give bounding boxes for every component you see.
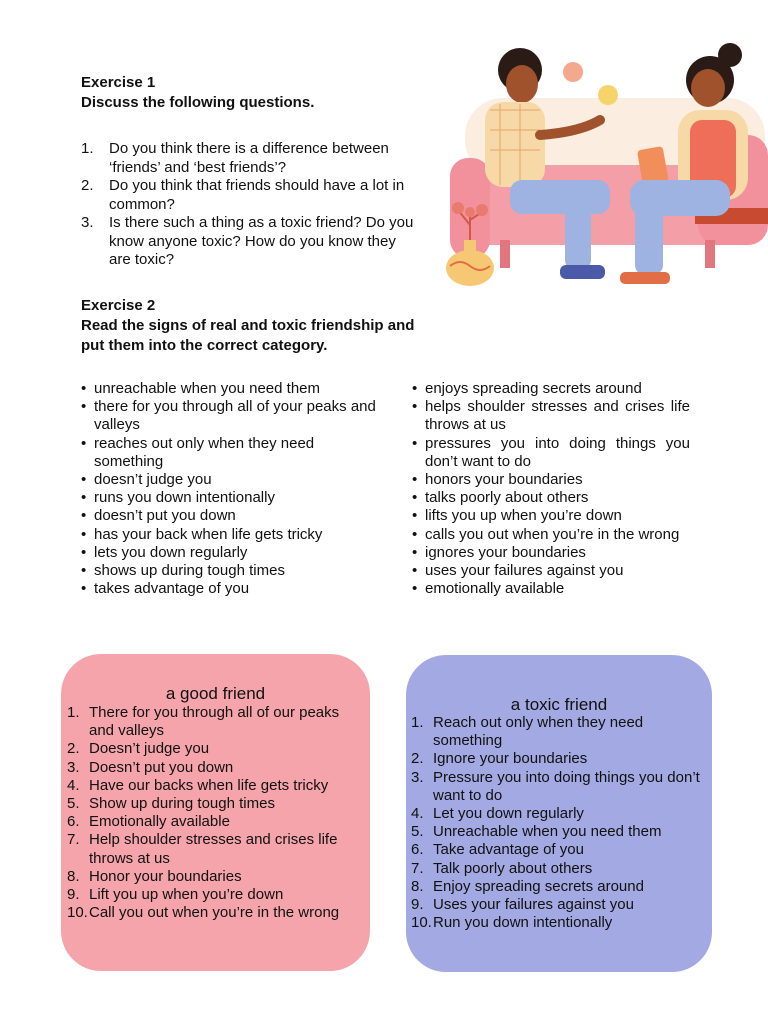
exercise2-heading xyxy=(81,296,426,356)
sign-item: • uses your failures against you xyxy=(412,562,690,580)
sign-item: • doesn’t put you down xyxy=(81,507,386,525)
person-right xyxy=(620,43,748,284)
sign-item: • there for you through all of your peaks and valleys xyxy=(81,398,386,434)
exercise2-title: Exercise 2 xyxy=(81,297,156,314)
sign-item: • unreachable when you need them xyxy=(81,380,386,398)
sign-item: • emotionally available xyxy=(412,580,690,598)
sign-item: • has your back when life gets tricky xyxy=(81,526,386,544)
good-friend-title: a good friend xyxy=(165,684,266,703)
sign-item: • lets you down regularly xyxy=(81,544,386,562)
exercise1-heading xyxy=(81,73,421,113)
sign-item: • doesn’t judge you xyxy=(81,471,386,489)
list-item: 5. Show up during tough times xyxy=(67,795,275,813)
sign-item: • calls you out when you’re in the wrong xyxy=(412,526,690,544)
question-text: Do you think that friends should have a lot in common? xyxy=(109,177,405,213)
sign-item: • pressures you into doing things you don’t want to do xyxy=(412,435,690,471)
list-item: 6. Take advantage of you xyxy=(411,841,584,859)
signs-list-left xyxy=(81,380,386,598)
list-item: 10. Run you down intentionally xyxy=(411,914,613,932)
list-item: 7. Help shoulder stresses and crises life throws at us xyxy=(67,831,338,867)
sign-item: • honors your boundaries xyxy=(412,471,690,489)
list-item: 3. Pressure you into doing things you don’t want to do xyxy=(411,768,700,804)
list-item: 9. Uses your failures against you xyxy=(411,896,634,914)
question-item: 3. Is there such a thing as a toxic friend? Do you know anyone toxic? How do you know they are toxic? xyxy=(81,214,414,268)
question-item: 2. Do you think that friends should have a lot in common? xyxy=(81,177,405,213)
toxic-friend-title: a toxic friend xyxy=(510,695,608,714)
sign-item: • shows up during tough times xyxy=(81,562,386,580)
exercise1-question-list xyxy=(81,140,421,270)
list-item: 1. Reach out only when they need something xyxy=(411,714,644,750)
list-item: 6. Emotionally available xyxy=(67,813,230,831)
sign-item: • enjoys spreading secrets around xyxy=(412,380,690,398)
signs-list-right xyxy=(412,380,690,598)
sign-item: • lifts you up when you’re down xyxy=(412,507,690,525)
question-text: Do you think there is a difference between ‘friends’ and ‘best friends’? xyxy=(109,140,389,176)
list-item: 5. Unreachable when you need them xyxy=(411,823,662,841)
list-item: 2. Ignore your boundaries xyxy=(411,750,588,768)
good-friend-card xyxy=(61,654,370,971)
good-friend-list xyxy=(67,704,367,922)
two-friends-on-sofa-illustration xyxy=(440,40,768,300)
question-text: Is there such a thing as a toxic friend? Do you know anyone toxic? How do you know they are toxic? xyxy=(109,214,414,268)
list-item: 4. Have our backs when life gets tricky xyxy=(67,776,329,794)
list-item: 9. Lift you up when you’re down xyxy=(67,886,284,904)
sign-item: • ignores your boundaries xyxy=(412,544,690,562)
sign-item: • reaches out only when they need something xyxy=(81,435,386,471)
sign-item: • helps shoulder stresses and crises life throws at us xyxy=(412,398,690,434)
list-item: 1. There for you through all of our peaks and valleys xyxy=(67,704,340,740)
exercise2-instruction: Read the signs of real and toxic friendship and put them into the correct category. xyxy=(81,317,415,354)
sign-item: • talks poorly about others xyxy=(412,489,690,507)
sign-item: • runs you down intentionally xyxy=(81,489,386,507)
list-item: 10. Call you out when you’re in the wrong xyxy=(67,904,340,922)
exercise1-title: Exercise 1 xyxy=(81,74,156,91)
toxic-friend-list xyxy=(411,714,709,932)
list-item: 2. Doesn’t judge you xyxy=(67,740,210,758)
list-item: 8. Honor your boundaries xyxy=(67,867,242,885)
list-item: 4. Let you down regularly xyxy=(411,805,584,823)
question-item: 1. Do you think there is a difference between ‘friends’ and ‘best friends’? xyxy=(81,140,389,176)
sign-item: • takes advantage of you xyxy=(81,580,386,598)
exercise1-instruction: Discuss the following questions. xyxy=(81,94,315,111)
list-item: 7. Talk poorly about others xyxy=(411,859,593,877)
toxic-friend-card xyxy=(406,655,712,972)
list-item: 8. Enjoy spreading secrets around xyxy=(411,877,644,895)
list-item: 3. Doesn’t put you down xyxy=(67,758,234,776)
